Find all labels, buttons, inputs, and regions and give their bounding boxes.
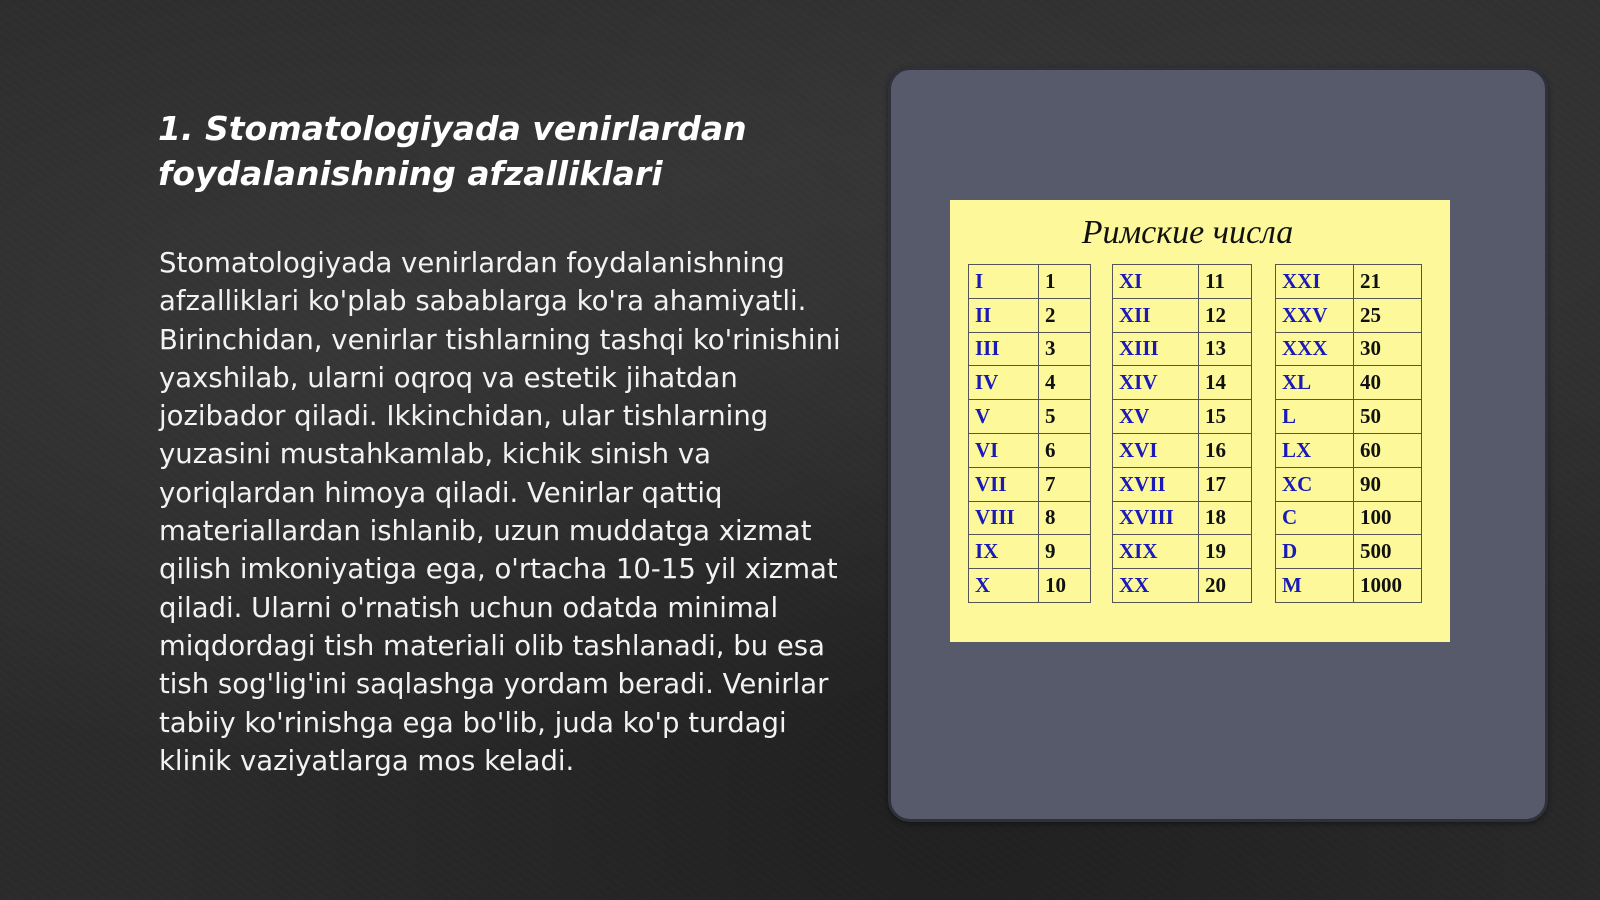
arabic-value-cell: 40 bbox=[1354, 366, 1422, 400]
roman-numerals-image bbox=[950, 200, 1450, 642]
roman-numeral-cell: XII bbox=[1113, 298, 1199, 332]
table-row bbox=[1276, 298, 1422, 332]
roman-numeral-cell: XXI bbox=[1276, 265, 1354, 299]
arabic-value-cell: 30 bbox=[1354, 332, 1422, 366]
table-row bbox=[1276, 332, 1422, 366]
roman-numeral-cell: C bbox=[1276, 501, 1354, 535]
table-row bbox=[1276, 467, 1422, 501]
arabic-value-cell: 1000 bbox=[1354, 569, 1422, 603]
arabic-value-cell: 12 bbox=[1199, 298, 1252, 332]
roman-numeral-cell: VII bbox=[969, 467, 1039, 501]
table-row bbox=[1276, 400, 1422, 434]
table-row bbox=[969, 535, 1091, 569]
table-row bbox=[1276, 265, 1422, 299]
arabic-value-cell: 18 bbox=[1199, 501, 1252, 535]
arabic-value-cell: 2 bbox=[1039, 298, 1091, 332]
arabic-value-cell: 21 bbox=[1354, 265, 1422, 299]
arabic-value-cell: 1 bbox=[1039, 265, 1091, 299]
roman-numeral-cell: XX bbox=[1113, 569, 1199, 603]
arabic-value-cell: 17 bbox=[1199, 467, 1252, 501]
roman-numeral-cell: XV bbox=[1113, 400, 1199, 434]
table-row bbox=[1113, 501, 1252, 535]
roman-numeral-cell: XI bbox=[1113, 265, 1199, 299]
slide-body-text: Stomatologiyada venirlardan foydalanishning afzalliklari ko'plab sabablarga ko'ra ahamiyatli. Birinchidan, venirlar tishlarning tashqi ko'rinishini yaxshilab, ularni oqroq va estetik jihatdan jozibador qiladi. Ikkinchidan, ular tishlarning yuzasini mustahkamlab, kichik sinish va yoriqlardan himoya qiladi. Venirlar qattiq materiallardan ishlanib, uzun muddatga xizmat qilish imkoniyatiga ega, o'rtacha 10-15 yil xizmat qiladi. Ularni o'rnatish uchun odatda minimal miqdordagi tish materiali olib tashlanadi, bu esa tish sog'lig'ini saqlashga yordam beradi. Venirlar tabiiy ko'rinishga ega bo'lib, juda ko'p turdagi klinik vaziyatlarga mos keladi. bbox=[159, 247, 841, 777]
arabic-value-cell: 9 bbox=[1039, 535, 1091, 569]
slide-title: 1. Stomatologiyada venirlardan foydalanishning afzalliklari bbox=[158, 109, 747, 193]
arabic-value-cell: 6 bbox=[1039, 433, 1091, 467]
roman-numeral-cell: XXV bbox=[1276, 298, 1354, 332]
roman-numeral-cell: IX bbox=[969, 535, 1039, 569]
table-row bbox=[969, 366, 1091, 400]
table-row bbox=[969, 569, 1091, 603]
roman-numeral-cell: XVII bbox=[1113, 467, 1199, 501]
roman-numerals-title: Римские числа bbox=[1081, 214, 1294, 251]
table-row bbox=[969, 400, 1091, 434]
table-row bbox=[969, 332, 1091, 366]
roman-numeral-cell: XXX bbox=[1276, 332, 1354, 366]
table-row bbox=[1276, 433, 1422, 467]
arabic-value-cell: 3 bbox=[1039, 332, 1091, 366]
roman-numeral-cell: XVI bbox=[1113, 433, 1199, 467]
roman-numeral-cell: VI bbox=[969, 433, 1039, 467]
roman-numeral-cell: XL bbox=[1276, 366, 1354, 400]
arabic-value-cell: 5 bbox=[1039, 400, 1091, 434]
arabic-value-cell: 100 bbox=[1354, 501, 1422, 535]
arabic-value-cell: 16 bbox=[1199, 433, 1252, 467]
roman-numeral-cell: XC bbox=[1276, 467, 1354, 501]
arabic-value-cell: 500 bbox=[1354, 535, 1422, 569]
roman-numeral-cell: V bbox=[969, 400, 1039, 434]
roman-numerals-table-2 bbox=[1112, 264, 1252, 603]
arabic-value-cell: 8 bbox=[1039, 501, 1091, 535]
arabic-value-cell: 90 bbox=[1354, 467, 1422, 501]
table-row bbox=[969, 501, 1091, 535]
roman-numeral-cell: III bbox=[969, 332, 1039, 366]
roman-numerals-table-3 bbox=[1275, 264, 1422, 603]
table-row bbox=[969, 298, 1091, 332]
table-row bbox=[1276, 569, 1422, 603]
arabic-value-cell: 14 bbox=[1199, 366, 1252, 400]
arabic-value-cell: 7 bbox=[1039, 467, 1091, 501]
arabic-value-cell: 10 bbox=[1039, 569, 1091, 603]
arabic-value-cell: 11 bbox=[1199, 265, 1252, 299]
arabic-value-cell: 50 bbox=[1354, 400, 1422, 434]
table-row bbox=[1113, 265, 1252, 299]
roman-numeral-cell: M bbox=[1276, 569, 1354, 603]
roman-numeral-cell: IV bbox=[969, 366, 1039, 400]
roman-numeral-cell: L bbox=[1276, 400, 1354, 434]
arabic-value-cell: 13 bbox=[1199, 332, 1252, 366]
roman-numeral-cell: LX bbox=[1276, 433, 1354, 467]
table-row bbox=[1113, 366, 1252, 400]
roman-numeral-cell: XIX bbox=[1113, 535, 1199, 569]
table-row bbox=[969, 433, 1091, 467]
table-row bbox=[1113, 400, 1252, 434]
roman-numeral-cell: XIV bbox=[1113, 366, 1199, 400]
arabic-value-cell: 25 bbox=[1354, 298, 1422, 332]
table-row bbox=[1113, 298, 1252, 332]
arabic-value-cell: 19 bbox=[1199, 535, 1252, 569]
table-row bbox=[1113, 467, 1252, 501]
table-row bbox=[1113, 535, 1252, 569]
table-row bbox=[1113, 433, 1252, 467]
table-row bbox=[1276, 535, 1422, 569]
arabic-value-cell: 15 bbox=[1199, 400, 1252, 434]
arabic-value-cell: 20 bbox=[1199, 569, 1252, 603]
table-row bbox=[1113, 569, 1252, 603]
arabic-value-cell: 4 bbox=[1039, 366, 1091, 400]
roman-numeral-cell: VIII bbox=[969, 501, 1039, 535]
roman-numeral-cell: XVIII bbox=[1113, 501, 1199, 535]
table-row bbox=[969, 265, 1091, 299]
table-row bbox=[1276, 501, 1422, 535]
roman-numeral-cell: XIII bbox=[1113, 332, 1199, 366]
roman-numeral-cell: I bbox=[969, 265, 1039, 299]
arabic-value-cell: 60 bbox=[1354, 433, 1422, 467]
roman-numeral-cell: II bbox=[969, 298, 1039, 332]
roman-numerals-table-1 bbox=[968, 264, 1091, 603]
table-row bbox=[1113, 332, 1252, 366]
roman-numeral-cell: D bbox=[1276, 535, 1354, 569]
table-row bbox=[1276, 366, 1422, 400]
table-row bbox=[969, 467, 1091, 501]
roman-numeral-cell: X bbox=[969, 569, 1039, 603]
